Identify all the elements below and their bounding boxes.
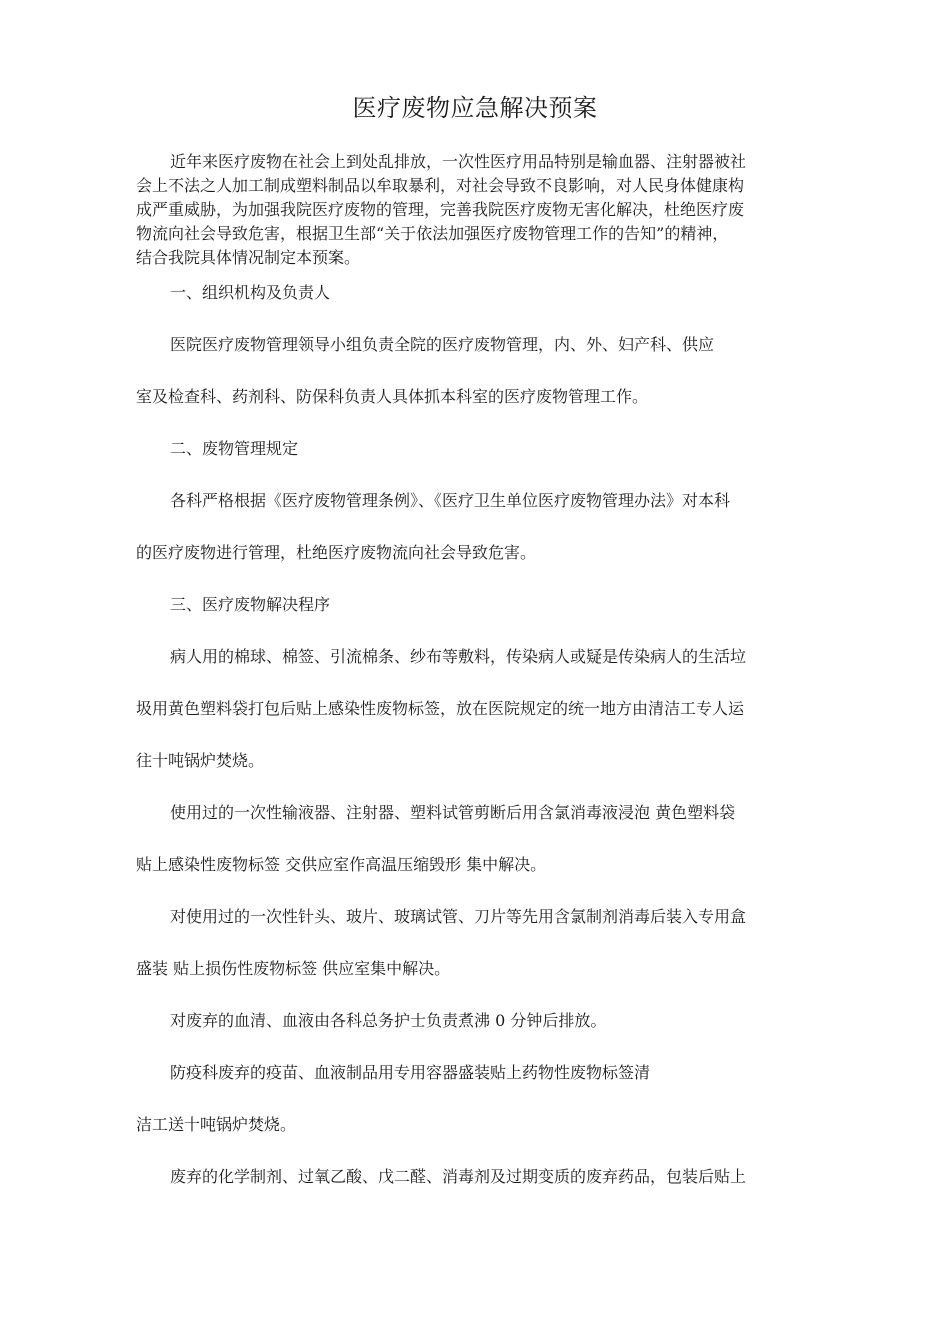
section-heading-procedure: 三、医疗废物解决程序 [170,595,331,614]
paragraph-line: 圾用黄色塑料袋打包后贴上感染性废物标签，放在医院规定的统一地方由清洁工专人运 [136,699,745,718]
paragraph-line: 对使用过的一次性针头、玻片、玻璃试管、刀片等先用含氯制剂消毒后装入专用盒 [170,907,747,926]
intro-line: 成严重威胁，为加强我院医疗废物的管理，完善我院医疗废物无害化解决，杜绝医疗废 [136,200,745,219]
intro-line: 近年来医疗废物在社会上到处乱排放，一次性医疗用品特别是输血器、注射器被社 [170,152,747,171]
paragraph-line: 的医疗废物进行管理，杜绝医疗废物流向社会导致危害。 [136,543,537,562]
paragraph-line: 洁工送十吨锅炉焚烧。 [136,1115,297,1134]
section-heading-regulations: 二、废物管理规定 [170,439,299,458]
paragraph-line: 病人用的棉球、棉签、引流棉条、纱布等敷料，传染病人或疑是传染病人的生活垃 [170,647,747,666]
paragraph-line: 室及检查科、药剂科、防保科负责人具体抓本科室的医疗废物管理工作。 [136,387,649,406]
paragraph-line: 贴上感染性废物标签 交供应室作高温压缩毁形 集中解决。 [136,855,547,874]
section-heading-organization: 一、组织机构及负责人 [170,283,331,302]
paragraph-line: 使用过的一次性输液器、注射器、塑料试管剪断后用含氯消毒液浸泡 黄色塑料袋 [170,803,736,822]
paragraph-line: 废弃的化学制剂、过氧乙酸、戊二醛、消毒剂及过期变质的废弃药品，包装后贴上 [170,1167,747,1186]
document-title: 医疗废物应急解决预案 [352,94,598,122]
intro-line: 物流向社会导致危害，根据卫生部“关于依法加强医疗废物管理工作的告知”的精神， [136,224,729,243]
paragraph-line: 往十吨锅炉焚烧。 [136,751,265,770]
paragraph-line: 盛装 贴上损伤性废物标签 供应室集中解决。 [136,959,451,978]
paragraph-line: 防疫科废弃的疫苗、血液制品用专用容器盛装贴上药物性废物标签清 [170,1063,651,1082]
paragraph-line: 医院医疗废物管理领导小组负责全院的医疗废物管理，内、外、妇产科、供应 [170,335,715,354]
paragraph-line: 各科严格根据《医疗废物管理条例》、《医疗卫生单位医疗废物管理办法》对本科 [170,491,731,510]
paragraph-line: 对废弃的血清、血液由各科总务护士负责煮沸 0 分钟后排放。 [170,1011,607,1030]
intro-paragraph [136,150,826,270]
intro-line: 结合我院具体情况制定本预案。 [136,248,361,267]
intro-line: 会上不法之人加工制成塑料制品以牟取暴利，对社会导致不良影响，对人民身体健康构 [136,176,745,195]
